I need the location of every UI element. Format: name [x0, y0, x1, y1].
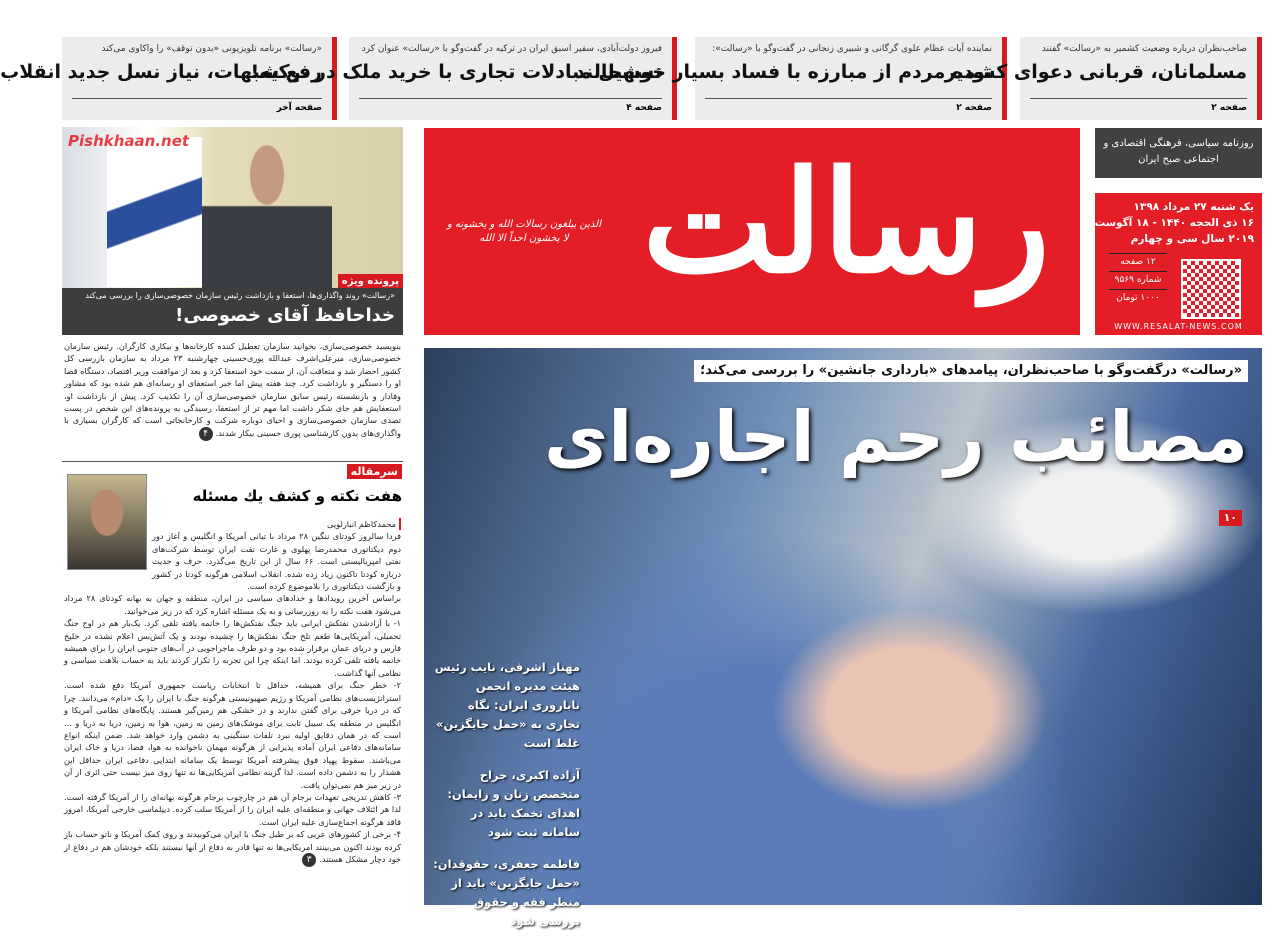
teaser-page: صفحه ۲ [705, 98, 992, 114]
quote-item: آزاده اکبری، جراح متخصص زنان و زایمان: اهدای تخمک باید در سامانه ثبت شود [447, 768, 580, 839]
teaser-headline[interactable]: رفع شبهات، نیاز نسل جدید انقلاب [0, 61, 322, 83]
teaser-headline[interactable]: مسلمانان، قربانی دعوای کشمیر [944, 61, 1247, 83]
editorial-body [64, 518, 401, 905]
teaser-kicker: «رسالت» برنامه تلویزیونی «بدون توقف» را واکاوی می‌کند [101, 44, 322, 54]
special-report-badge: پرونده ویژه [338, 274, 403, 289]
teaser-headline[interactable]: تسهیل مبادلات تجاری با خرید ملک در ترکیه! [250, 61, 662, 83]
editorial-para: براساس آخرین رویدادها و خدادهای سیاسی در ایران، منطقه و جهان به بهانه کودتای ۲۸ مرداد می‌شود هفت نکته را به روزرسانی و به یک مسئله اشاره کرد که در زیر می‌خوانید. [64, 593, 401, 616]
quote-list [430, 658, 580, 944]
date-line: ۲۰۱۹ سال سی و چهارم [1130, 233, 1254, 245]
editorial-author: محمدکاظم انبارلویی [327, 518, 401, 530]
masthead-calligraphy: الذین یبلغون رسالات الله و یخشونه و لا یخشون احداً الا الله [447, 219, 601, 244]
masthead [424, 128, 1080, 335]
quote-item: فاطمه جعفری، حقوقدان: «حمل جایگزین» باید از منظر فقه و حقوق بررسی شود [433, 857, 580, 928]
price: ۱۰۰۰ تومان [1109, 289, 1167, 307]
special-report-photo [62, 127, 403, 289]
main-kicker: «رسالت» درگفت‌وگو با صاحب‌نظران، پیامدهای «بارداری جانشین» را بررسی می‌کند؛ [694, 360, 1248, 382]
special-headline[interactable]: خداحافظ آقای خصوصی! [175, 305, 395, 326]
editorial-para: ۱- با آزادشدن نفتکش ایرانی باید جنگ نفتکش‌ها را خاتمه یافته تلقی کرد. یک‌بار هم در اوج جنگ تحمیلی، آمریکایی‌ها طعم تلخ جنگ نفتکش‌ها را چشیده بودند و یک آتش‌بس اعلام نشده در خلیج فارس و دریای عمان برقرار شده بود و دو طرف ماجراجویی در آب‌های جنوبی ایران را برای همیشه خاتمه یافته تلقی کرده بودند. اما اینکه چرا این تجربه را تکرار کردند باید به حساب بلاهت سیاسی و نظامی آنها گذاشت. [64, 618, 401, 678]
teaser-page: صفحه ۴ [359, 98, 662, 114]
teaser-page: صفحه آخر [72, 98, 322, 114]
special-kicker: «رسالت» روند واگذاری‌ها، استعفا و بازداشت رئیس سازمان خصوصی‌سازی را بررسی می‌کند [85, 291, 395, 300]
teaser-kicker: صاحب‌نظران درباره وضعیت کشمیر به «رسالت» گفتند [1041, 44, 1247, 54]
qr-code-icon[interactable] [1181, 259, 1241, 319]
page-count: ۱۲ صفحه [1109, 253, 1167, 271]
page-ref-badge[interactable]: ۱۰ [1219, 510, 1242, 526]
special-report-caption [62, 288, 403, 335]
main-headline[interactable]: مصائب رحم اجاره‌ای [544, 396, 1248, 478]
privatization-flag-image [107, 137, 202, 287]
editorial-para: ۴- برخی از کشورهای عربی که بر طبل جنگ با ایران می‌کوبیدند و روی کمک آمریکا و ناتو حساب باز کرده بودند اکنون می‌بینند امریکایی‌ها نه تنها قادر به دفاع از آنها نیستند بلکه خودشان هم در دفاع از خود دچار مشکل هستند. [64, 829, 401, 864]
quote-item: مهناز اشرفی، نایب رئیس هیئت مدیره انجمن ناباروری ایران: نگاه تجاری به «حمل جایگزین» غلط است [434, 660, 580, 750]
issue-number: شماره ۹۵۶۹ [1109, 271, 1167, 289]
teaser-kicker: نماینده آیات عظام علوی گرگانی و شبیری زنجانی در گفت‌وگو با «رسالت»: [712, 44, 992, 54]
editorial-badge: سرمقاله [347, 464, 402, 479]
divider [62, 461, 403, 462]
special-body [64, 340, 401, 460]
website-link[interactable]: WWW.RESALAT-NEWS.COM [1114, 322, 1243, 331]
teaser-3[interactable] [944, 37, 1262, 120]
editorial-para: ۳- کاهش تدریجی تعهدات برجام آن هم در چارچوب برجام هرگونه بهانه‌ای را از آمریکا گرفته است. لذا هر ائتلاف جهانی و منطقه‌ای علیه ایران را از آمریکا سلب کرده. دیپلماسی خارجی آمریکا، امروز فاقد هرگونه اجماع‌سازی علیه ایران است. [64, 791, 401, 827]
editorial-headline[interactable]: هفت نکته و کشف یك مسئله [192, 487, 402, 505]
main-story-photo [424, 348, 1262, 928]
tagline: روزنامه سیاسی، فرهنگی اقتصادی و اجتماعی صبح ایران [1095, 128, 1262, 178]
editorial-para: ۲- خطر جنگ برای همیشه، حداقل تا انتخابات ریاست جمهوری آمریکا دفع شده است. استراتژیست‌های نظامی آمریکا و رژیم صهیونیستی هرگونه جنگ با ایران را یک «دام» می‌دانند. چرا که در دریا حرفی برای گفتن ندارند و در خشکی هم زمین‌گیر هستند. پایگاه‌های نظامی آمریکا و انگلیس در منطقه یک سیبل ثابت برای موشک‌های زمین به زمین، هوا به زمین، دریا به دریا و ... است که در همان دقایق اولیه نبرد تلفات سنگینی به دشمن وارد خواهد شد. ضمن اینکه انواع سامانه‌های دفاعی ایران آماده پذیرایی از هرگونه مهمان ناخوانده به هوا، فضا، دریا و خاک ایران می‌باشند. سقوط پهپاد فوق پیشرفته آمریکا توسط یک سامانه ابتدایی دفاعی ایران حداقل این هشدار را به دشمن داده است. لذا گزینه نظامی آمریکایی‌ها نه تنها روی میز نیست حتی اثری از آن در زیر میز هم نمی‌توان یافت. [64, 680, 401, 790]
issue-info [1095, 193, 1262, 335]
page-ref-badge[interactable]: ۳ [302, 853, 316, 867]
teaser-headline[interactable]: توده مردم از مبارزه با فساد بسیار خوشحالند [575, 61, 992, 83]
page-ref-badge[interactable]: ۴ [199, 427, 213, 441]
date-line: ۱۶ ذی الحجه ۱۴۴۰ - ۱۸ آگوست [1094, 217, 1254, 229]
teaser-kicker: فیروز دولت‌آبادی، سفیر اسبق ایران در ترکیه در گفت‌وگو با «رسالت» عنوان کرد [361, 44, 662, 54]
date-line: یک شنبه ۲۷ مرداد ۱۳۹۸ [1133, 201, 1254, 213]
special-body-text: بنویسید خصوصی‌سازی، بخوانید سازمان تعطیل کننده کارخانه‌ها و بیکاری کارگران. رئیس سازمان خصوصی‌سازی، میرعلی‌اشرف عبدالله پوری‌حسینی چهارشنبه ۲۳ مرداد به سازمان بازرسی کل کشور احضار شد و متعاقب آن، از سمت خود استعفا کرد و بعد از موافقت وزیر اقتصاد، دستگاه قضا او را دستگیر و بازداشت کرد. چند هفته پیش اما خبر استعفای او رسانه‌ای هم شده بود که مشاور وفادار و بازنشسته رئیس سابق سازمان خصوصی‌سازی آن را تکذیب کرد. پیش از بازداشت او، استعفایش هم جای شکر داشت اما مهم تر از استعفا، رسیدگی به پرونده‌های این شخص در پست تصدی سازمان خصوصی‌سازی و احیای دوباره شرکت و کارخانجاتی است که کارگران بسیاری با واگذاری‌های بدون کارشناسی پوری حسینی بیکار شدند. [64, 341, 401, 438]
masthead-logo: رسالت [642, 141, 1050, 305]
editorial-para: فردا سالروز کودتای ننگین ۲۸ مرداد با تبانی آمریکا و انگلیس و آغاز دور دوم دیکتاتوری محمدرضا پهلوی و غارت نفت ایران توسط شرکت‌های نفتی امپریالیستی است. ۶۶ سال از این تاریخ می‌گذرد. حرف و حدیث درباره کودتا تاکنون زیاد زده شده. انقلاب اسلامی هرگونه کودتا در کشور و بازگشت دیکتاتوری را بلاموضوع کرده است. [152, 531, 401, 592]
teaser-page: صفحه ۲ [1030, 98, 1247, 114]
official-portrait [202, 137, 332, 289]
watermark: Pishkhaan.net [68, 132, 190, 150]
